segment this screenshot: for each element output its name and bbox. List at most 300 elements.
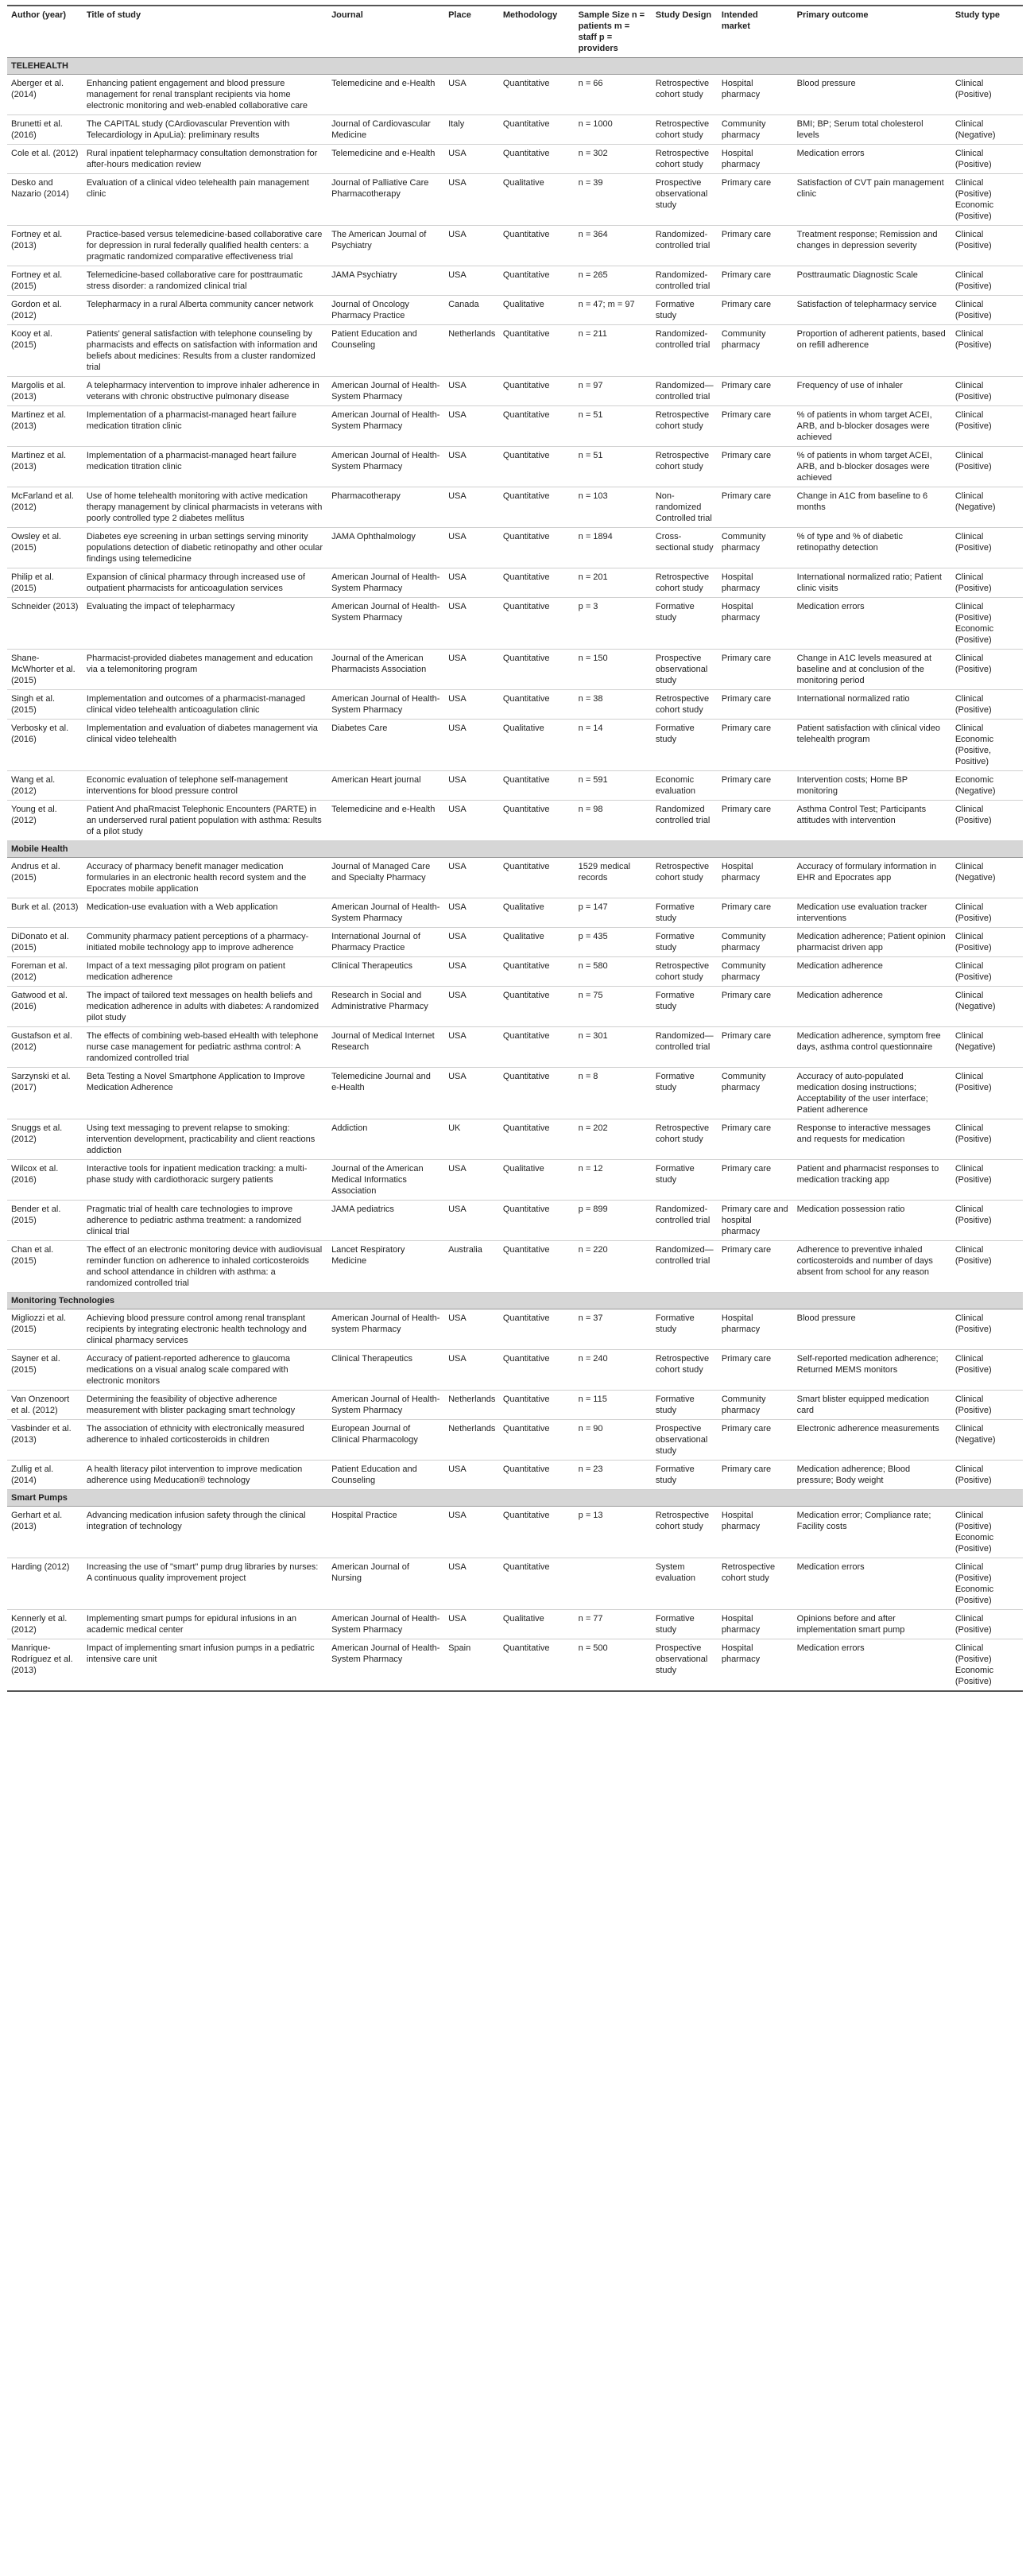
table-row (7, 145, 1023, 174)
cell-place: USA (444, 266, 499, 296)
cell-author: Wang et al. (2012) (7, 771, 83, 801)
cell-primary-outcome: Medication errors (793, 598, 951, 650)
cell-study-type: Clinical (Positive) (951, 528, 1023, 568)
cell-study-design: Formative study (652, 1610, 718, 1639)
cell-place: Canada (444, 296, 499, 325)
cell-methodology: Quantitative (499, 226, 575, 266)
cell-author: Cole et al. (2012) (7, 145, 83, 174)
table-row (7, 226, 1023, 266)
cell-sample-size: n = 14 (575, 720, 652, 771)
cell-sample-size: n = 211 (575, 325, 652, 377)
header-study-design: Study Design (652, 6, 718, 58)
cell-place: USA (444, 598, 499, 650)
cell-study-design: Retrospective cohort study (652, 957, 718, 987)
cell-author: Van Onzenoort et al. (2012) (7, 1391, 83, 1420)
section-header-row (7, 58, 1023, 75)
table-row (7, 801, 1023, 841)
cell-study-type: Clinical (Positive) Economic (Positive) (951, 598, 1023, 650)
cell-intended-market: Community pharmacy (718, 325, 793, 377)
cell-place: USA (444, 1350, 499, 1391)
cell-sample-size: n = 220 (575, 1241, 652, 1293)
cell-primary-outcome: Accuracy of formulary information in EHR and Epocrates app (793, 858, 951, 898)
cell-author: Vasbinder et al. (2013) (7, 1420, 83, 1461)
cell-primary-outcome: Satisfaction of CVT pain management clinic (793, 174, 951, 226)
cell-primary-outcome: Medication adherence, symptom free days, asthma control questionnaire (793, 1027, 951, 1068)
cell-methodology: Quantitative (499, 1461, 575, 1490)
table-body (7, 58, 1023, 1692)
table-row (7, 1461, 1023, 1490)
cell-sample-size: p = 435 (575, 928, 652, 957)
cell-study-type: Clinical (Positive) (951, 1241, 1023, 1293)
cell-methodology: Quantitative (499, 598, 575, 650)
cell-title: Rural inpatient telepharmacy consultation demonstration for after-hours medication review (83, 145, 327, 174)
cell-primary-outcome: Intervention costs; Home BP monitoring (793, 771, 951, 801)
cell-title: Using text messaging to prevent relapse to smoking: intervention development, practicability and client reactions addiction (83, 1119, 327, 1160)
cell-methodology: Quantitative (499, 1027, 575, 1068)
cell-title: Implementing smart pumps for epidural infusions in an academic medical center (83, 1610, 327, 1639)
header-sample-size: Sample Size n = patients m = staff p = providers (575, 6, 652, 58)
cell-methodology: Quantitative (499, 771, 575, 801)
table-row (7, 928, 1023, 957)
cell-study-design: Cross-sectional study (652, 528, 718, 568)
cell-title: A telepharmacy intervention to improve inhaler adherence in veterans with chronic obstructive pulmonary disease (83, 377, 327, 406)
cell-place: USA (444, 720, 499, 771)
cell-journal: Patient Education and Counseling (327, 325, 444, 377)
cell-place: Netherlands (444, 325, 499, 377)
studies-table (7, 5, 1023, 1692)
cell-study-design: Prospective observational study (652, 1639, 718, 1692)
cell-intended-market: Primary care (718, 487, 793, 528)
cell-place: USA (444, 650, 499, 690)
cell-primary-outcome: Medication errors (793, 145, 951, 174)
cell-primary-outcome: International normalized ratio; Patient clinic visits (793, 568, 951, 598)
cell-study-type: Clinical (Positive) (951, 377, 1023, 406)
cell-title: Beta Testing a Novel Smartphone Application to Improve Medication Adherence (83, 1068, 327, 1119)
cell-study-design: Retrospective cohort study (652, 690, 718, 720)
cell-title: Advancing medication infusion safety through the clinical integration of technology (83, 1507, 327, 1558)
cell-title: Achieving blood pressure control among renal transplant recipients by integrating electronic health technology and clinical pharmacy services (83, 1309, 327, 1350)
cell-place: USA (444, 447, 499, 487)
cell-author: Martinez et al. (2013) (7, 447, 83, 487)
cell-sample-size: n = 240 (575, 1350, 652, 1391)
cell-study-type: Clinical (Negative) (951, 487, 1023, 528)
cell-study-design: Randomized—controlled trial (652, 1027, 718, 1068)
cell-sample-size: n = 8 (575, 1068, 652, 1119)
cell-study-type: Clinical (Positive) Economic (Positive) (951, 174, 1023, 226)
header-place: Place (444, 6, 499, 58)
header-primary-outcome: Primary outcome (793, 6, 951, 58)
cell-methodology: Qualitative (499, 898, 575, 928)
cell-journal: Telemedicine and e-Health (327, 145, 444, 174)
cell-author: Fortney et al. (2013) (7, 226, 83, 266)
cell-journal: Diabetes Care (327, 720, 444, 771)
cell-title: Community pharmacy patient perceptions of a pharmacy-initiated mobile technology app to improve adherence (83, 928, 327, 957)
cell-title: The effects of combining web-based eHealth with telephone nurse case management for pediatric asthma control: A randomized controlled trial (83, 1027, 327, 1068)
cell-study-design: Formative study (652, 898, 718, 928)
cell-methodology: Qualitative (499, 928, 575, 957)
cell-study-design: Randomized—controlled trial (652, 1241, 718, 1293)
cell-author: Manrique-Rodríguez et al. (2013) (7, 1639, 83, 1692)
cell-journal: Telemedicine and e-Health (327, 75, 444, 115)
cell-primary-outcome: Medication adherence; Patient opinion pharmacist driven app (793, 928, 951, 957)
cell-intended-market: Primary care (718, 720, 793, 771)
cell-journal: American Heart journal (327, 771, 444, 801)
cell-place: USA (444, 690, 499, 720)
cell-journal: American Journal of Nursing (327, 1558, 444, 1610)
cell-title: Telemedicine-based collaborative care for posttraumatic stress disorder: a randomized clinical trial (83, 266, 327, 296)
cell-primary-outcome: Medication use evaluation tracker interventions (793, 898, 951, 928)
table-row (7, 1558, 1023, 1610)
cell-study-type: Clinical (Positive) (951, 1160, 1023, 1201)
cell-methodology: Quantitative (499, 1420, 575, 1461)
cell-study-design: Retrospective cohort study (652, 145, 718, 174)
cell-intended-market: Community pharmacy (718, 928, 793, 957)
table-row (7, 1420, 1023, 1461)
cell-intended-market: Community pharmacy (718, 957, 793, 987)
cell-intended-market: Hospital pharmacy (718, 1309, 793, 1350)
cell-journal: Journal of Managed Care and Specialty Pharmacy (327, 858, 444, 898)
cell-study-design: Randomized controlled trial (652, 801, 718, 841)
table-row (7, 987, 1023, 1027)
cell-primary-outcome: Opinions before and after implementation smart pump (793, 1610, 951, 1639)
cell-study-design: Formative study (652, 296, 718, 325)
cell-sample-size: p = 147 (575, 898, 652, 928)
cell-methodology: Quantitative (499, 325, 575, 377)
cell-journal: JAMA pediatrics (327, 1201, 444, 1241)
cell-place: USA (444, 145, 499, 174)
cell-title: Determining the feasibility of objective adherence measurement with blister packaging smart technology (83, 1391, 327, 1420)
cell-methodology: Quantitative (499, 266, 575, 296)
cell-journal: American Journal of Health-System Pharmacy (327, 406, 444, 447)
cell-sample-size: p = 13 (575, 1507, 652, 1558)
table-row (7, 406, 1023, 447)
cell-study-type: Clinical (Positive) (951, 1461, 1023, 1490)
cell-sample-size: n = 201 (575, 568, 652, 598)
cell-sample-size: n = 97 (575, 377, 652, 406)
cell-journal: Journal of the American Medical Informatics Association (327, 1160, 444, 1201)
cell-journal: American Journal of Health-System Pharmacy (327, 447, 444, 487)
cell-primary-outcome: Accuracy of auto-populated medication dosing instructions; Acceptability of the user interface; Patient adherence (793, 1068, 951, 1119)
cell-primary-outcome: Smart blister equipped medication card (793, 1391, 951, 1420)
cell-intended-market: Community pharmacy (718, 1391, 793, 1420)
cell-sample-size: n = 38 (575, 690, 652, 720)
cell-place: USA (444, 1558, 499, 1610)
cell-place: USA (444, 174, 499, 226)
cell-methodology: Qualitative (499, 296, 575, 325)
cell-study-design: Formative study (652, 1068, 718, 1119)
cell-sample-size: n = 75 (575, 987, 652, 1027)
cell-title: Pragmatic trial of health care technologies to improve adherence to pediatric asthma treatment: a randomized clinical trial (83, 1201, 327, 1241)
cell-study-type: Clinical (Positive) (951, 1068, 1023, 1119)
cell-intended-market: Primary care (718, 801, 793, 841)
cell-study-type: Clinical (Negative) (951, 1420, 1023, 1461)
cell-journal: American Journal of Health-System Pharmacy (327, 1391, 444, 1420)
table-row (7, 1639, 1023, 1692)
header-methodology: Methodology (499, 6, 575, 58)
cell-place: Australia (444, 1241, 499, 1293)
cell-author: Burk et al. (2013) (7, 898, 83, 928)
cell-study-type: Clinical (Positive) (951, 801, 1023, 841)
cell-study-design: Formative study (652, 928, 718, 957)
header-study-type: Study type (951, 6, 1023, 58)
cell-journal: Journal of Medical Internet Research (327, 1027, 444, 1068)
table-row (7, 1350, 1023, 1391)
cell-primary-outcome: Medication errors (793, 1639, 951, 1692)
cell-methodology: Quantitative (499, 801, 575, 841)
table-row (7, 1309, 1023, 1350)
table-row (7, 1027, 1023, 1068)
cell-methodology: Quantitative (499, 1068, 575, 1119)
cell-primary-outcome: Adherence to preventive inhaled corticosteroids and number of days absent from school for any reason (793, 1241, 951, 1293)
cell-study-design: Non-randomized Controlled trial (652, 487, 718, 528)
cell-title: Implementation and evaluation of diabetes management via clinical video telehealth (83, 720, 327, 771)
cell-study-type: Clinical (Negative) (951, 987, 1023, 1027)
section-header-row (7, 1293, 1023, 1309)
section-title: TELEHEALTH (7, 58, 1023, 75)
section-title: Smart Pumps (7, 1490, 1023, 1507)
cell-study-design: Formative study (652, 1309, 718, 1350)
cell-place: USA (444, 1610, 499, 1639)
cell-primary-outcome: Medication adherence (793, 987, 951, 1027)
table-row (7, 1241, 1023, 1293)
cell-author: Wilcox et al. (2016) (7, 1160, 83, 1201)
cell-title: Patient And phaRmacist Telephonic Encounters (PARTE) in an underserved rural patient population with asthma: Results of a pilot study (83, 801, 327, 841)
cell-intended-market: Hospital pharmacy (718, 568, 793, 598)
cell-author: Kennerly et al. (2012) (7, 1610, 83, 1639)
cell-place: Netherlands (444, 1391, 499, 1420)
table-row (7, 1507, 1023, 1558)
cell-title: Medication-use evaluation with a Web application (83, 898, 327, 928)
cell-study-design: Formative study (652, 1461, 718, 1490)
cell-study-design: Randomized-controlled trial (652, 325, 718, 377)
cell-sample-size: n = 103 (575, 487, 652, 528)
cell-intended-market: Hospital pharmacy (718, 598, 793, 650)
cell-study-type: Clinical (Positive) (951, 406, 1023, 447)
cell-title: Economic evaluation of telephone self-management interventions for blood pressure control (83, 771, 327, 801)
cell-study-type: Clinical (Positive) (951, 1610, 1023, 1639)
cell-author: Singh et al. (2015) (7, 690, 83, 720)
cell-study-design: Retrospective cohort study (652, 115, 718, 145)
cell-methodology: Quantitative (499, 1391, 575, 1420)
cell-author: Migliozzi et al. (2015) (7, 1309, 83, 1350)
table-row (7, 174, 1023, 226)
cell-methodology: Qualitative (499, 174, 575, 226)
cell-sample-size: n = 1000 (575, 115, 652, 145)
cell-intended-market: Hospital pharmacy (718, 1610, 793, 1639)
cell-study-type: Clinical (Positive) (951, 1201, 1023, 1241)
cell-primary-outcome: Medication error; Compliance rate; Facility costs (793, 1507, 951, 1558)
cell-title: Implementation of a pharmacist-managed heart failure medication titration clinic (83, 406, 327, 447)
cell-author: Martinez et al. (2013) (7, 406, 83, 447)
cell-author: Gustafson et al. (2012) (7, 1027, 83, 1068)
cell-study-type: Clinical (Positive) (951, 690, 1023, 720)
cell-title: A health literacy pilot intervention to improve medication adherence using Meducation® technology (83, 1461, 327, 1490)
cell-title: Implementation of a pharmacist-managed heart failure medication titration clinic (83, 447, 327, 487)
cell-study-design: Retrospective cohort study (652, 447, 718, 487)
cell-methodology: Quantitative (499, 690, 575, 720)
cell-sample-size: n = 12 (575, 1160, 652, 1201)
cell-place: USA (444, 1027, 499, 1068)
cell-place: USA (444, 987, 499, 1027)
cell-intended-market: Hospital pharmacy (718, 75, 793, 115)
cell-sample-size: n = 23 (575, 1461, 652, 1490)
cell-place: USA (444, 1507, 499, 1558)
cell-intended-market: Primary care (718, 1160, 793, 1201)
cell-journal: Patient Education and Counseling (327, 1461, 444, 1490)
cell-author: Aberger et al. (2014) (7, 75, 83, 115)
cell-intended-market: Primary care (718, 226, 793, 266)
cell-intended-market: Community pharmacy (718, 115, 793, 145)
cell-journal: Pharmacotherapy (327, 487, 444, 528)
cell-study-type: Clinical (Positive) (951, 957, 1023, 987)
cell-journal: Telemedicine and e-Health (327, 801, 444, 841)
cell-primary-outcome: Medication adherence (793, 957, 951, 987)
cell-journal: Journal of Palliative Care Pharmacotherapy (327, 174, 444, 226)
cell-study-type: Clinical (Positive) (951, 928, 1023, 957)
cell-primary-outcome: Frequency of use of inhaler (793, 377, 951, 406)
cell-intended-market: Community pharmacy (718, 1068, 793, 1119)
cell-sample-size: n = 37 (575, 1309, 652, 1350)
cell-primary-outcome: Change in A1C levels measured at baseline and at conclusion of the monitoring period (793, 650, 951, 690)
cell-methodology: Quantitative (499, 858, 575, 898)
cell-place: USA (444, 75, 499, 115)
cell-study-type: Clinical (Positive) (951, 325, 1023, 377)
cell-methodology: Quantitative (499, 528, 575, 568)
header-row (7, 6, 1023, 58)
cell-title: Expansion of clinical pharmacy through increased use of outpatient pharmacists for anticoagulation services (83, 568, 327, 598)
cell-primary-outcome: Self-reported medication adherence; Returned MEMS monitors (793, 1350, 951, 1391)
cell-author: Brunetti et al. (2016) (7, 115, 83, 145)
cell-journal: Hospital Practice (327, 1507, 444, 1558)
cell-journal: JAMA Psychiatry (327, 266, 444, 296)
cell-author: Margolis et al. (2013) (7, 377, 83, 406)
cell-study-design: Formative study (652, 598, 718, 650)
cell-primary-outcome: Patient and pharmacist responses to medication tracking app (793, 1160, 951, 1201)
cell-place: USA (444, 801, 499, 841)
cell-intended-market: Primary care (718, 296, 793, 325)
cell-author: Snuggs et al. (2012) (7, 1119, 83, 1160)
cell-place: USA (444, 406, 499, 447)
cell-study-type: Clinical (Positive) (951, 1309, 1023, 1350)
cell-study-design: Prospective observational study (652, 174, 718, 226)
cell-intended-market: Primary care (718, 174, 793, 226)
cell-author: Desko and Nazario (2014) (7, 174, 83, 226)
cell-author: Verbosky et al. (2016) (7, 720, 83, 771)
cell-journal: American Journal of Health-System Pharmacy (327, 568, 444, 598)
cell-intended-market: Hospital pharmacy (718, 145, 793, 174)
cell-author: Schneider (2013) (7, 598, 83, 650)
cell-study-design: Retrospective cohort study (652, 1350, 718, 1391)
cell-title: Impact of implementing smart infusion pumps in a pediatric intensive care unit (83, 1639, 327, 1692)
cell-journal: American Journal of Health-System Pharmacy (327, 598, 444, 650)
cell-intended-market: Primary care (718, 771, 793, 801)
table-row (7, 1160, 1023, 1201)
cell-methodology: Quantitative (499, 447, 575, 487)
cell-primary-outcome: Electronic adherence measurements (793, 1420, 951, 1461)
cell-place: Italy (444, 115, 499, 145)
header-intended-market: Intended market (718, 6, 793, 58)
cell-author: Gerhart et al. (2013) (7, 1507, 83, 1558)
cell-methodology: Quantitative (499, 377, 575, 406)
table-row (7, 377, 1023, 406)
section-header-row (7, 841, 1023, 858)
cell-author: Chan et al. (2015) (7, 1241, 83, 1293)
cell-methodology: Quantitative (499, 957, 575, 987)
cell-author: Sarzynski et al. (2017) (7, 1068, 83, 1119)
cell-title: The association of ethnicity with electronically measured adherence to inhaled corticosteroids in children (83, 1420, 327, 1461)
cell-study-design: Randomized-controlled trial (652, 1201, 718, 1241)
cell-study-type: Clinical (Positive) (951, 568, 1023, 598)
table-row (7, 1119, 1023, 1160)
cell-study-type: Clinical (Negative) (951, 115, 1023, 145)
table-row (7, 447, 1023, 487)
cell-place: USA (444, 928, 499, 957)
cell-title: Telepharmacy in a rural Alberta community cancer network (83, 296, 327, 325)
cell-journal: American Journal of Health-system Pharmacy (327, 1309, 444, 1350)
cell-methodology: Quantitative (499, 650, 575, 690)
cell-title: Practice-based versus telemedicine-based collaborative care for depression in rural federally qualified health centers: a pragmatic randomized comparative effectiveness trial (83, 226, 327, 266)
cell-author: Harding (2012) (7, 1558, 83, 1610)
cell-journal: Journal of the American Pharmacists Association (327, 650, 444, 690)
table-row (7, 487, 1023, 528)
cell-study-design: Prospective observational study (652, 650, 718, 690)
cell-journal: International Journal of Pharmacy Practice (327, 928, 444, 957)
cell-journal: American Journal of Health-System Pharmacy (327, 1639, 444, 1692)
cell-sample-size: n = 265 (575, 266, 652, 296)
cell-study-type: Clinical (Positive) (951, 1391, 1023, 1420)
table-row (7, 75, 1023, 115)
cell-title: Increasing the use of "smart" pump drug libraries by nurses: A continuous quality improvement project (83, 1558, 327, 1610)
cell-place: USA (444, 528, 499, 568)
cell-methodology: Quantitative (499, 568, 575, 598)
cell-methodology: Quantitative (499, 145, 575, 174)
cell-intended-market: Hospital pharmacy (718, 858, 793, 898)
cell-study-design: Randomized—controlled trial (652, 377, 718, 406)
cell-journal: Lancet Respiratory Medicine (327, 1241, 444, 1293)
cell-primary-outcome: % of patients in whom target ACEI, ARB, and b-blocker dosages were achieved (793, 406, 951, 447)
cell-author: Kooy et al. (2015) (7, 325, 83, 377)
cell-journal: American Journal of Health-System Pharmacy (327, 898, 444, 928)
cell-methodology: Quantitative (499, 987, 575, 1027)
cell-place: USA (444, 487, 499, 528)
cell-primary-outcome: Medication adherence; Blood pressure; Body weight (793, 1461, 951, 1490)
cell-primary-outcome: International normalized ratio (793, 690, 951, 720)
cell-study-design: Formative study (652, 1160, 718, 1201)
cell-journal: American Journal of Health-System Pharmacy (327, 377, 444, 406)
cell-author: McFarland et al. (2012) (7, 487, 83, 528)
cell-intended-market: Primary care (718, 987, 793, 1027)
cell-place: USA (444, 898, 499, 928)
cell-sample-size: n = 301 (575, 1027, 652, 1068)
cell-intended-market: Primary care and hospital pharmacy (718, 1201, 793, 1241)
cell-journal: American Journal of Health-System Pharmacy (327, 690, 444, 720)
cell-study-design: System evaluation (652, 1558, 718, 1610)
cell-study-design: Economic evaluation (652, 771, 718, 801)
cell-author: Sayner et al. (2015) (7, 1350, 83, 1391)
cell-sample-size: n = 51 (575, 447, 652, 487)
table-row (7, 115, 1023, 145)
cell-study-type: Clinical (Positive) Economic (Positive) (951, 1507, 1023, 1558)
cell-study-design: Formative study (652, 1391, 718, 1420)
cell-study-design: Formative study (652, 720, 718, 771)
cell-study-type: Clinical (Positive) (951, 266, 1023, 296)
cell-place: UK (444, 1119, 499, 1160)
cell-study-type: Clinical (Positive) (951, 1350, 1023, 1391)
cell-journal: Journal of Oncology Pharmacy Practice (327, 296, 444, 325)
cell-sample-size: n = 302 (575, 145, 652, 174)
cell-title: Use of home telehealth monitoring with active medication therapy management by clinical pharmacists in veterans with poorly controlled type 2 diabetes mellitus (83, 487, 327, 528)
cell-primary-outcome: Treatment response; Remission and changes in depression severity (793, 226, 951, 266)
